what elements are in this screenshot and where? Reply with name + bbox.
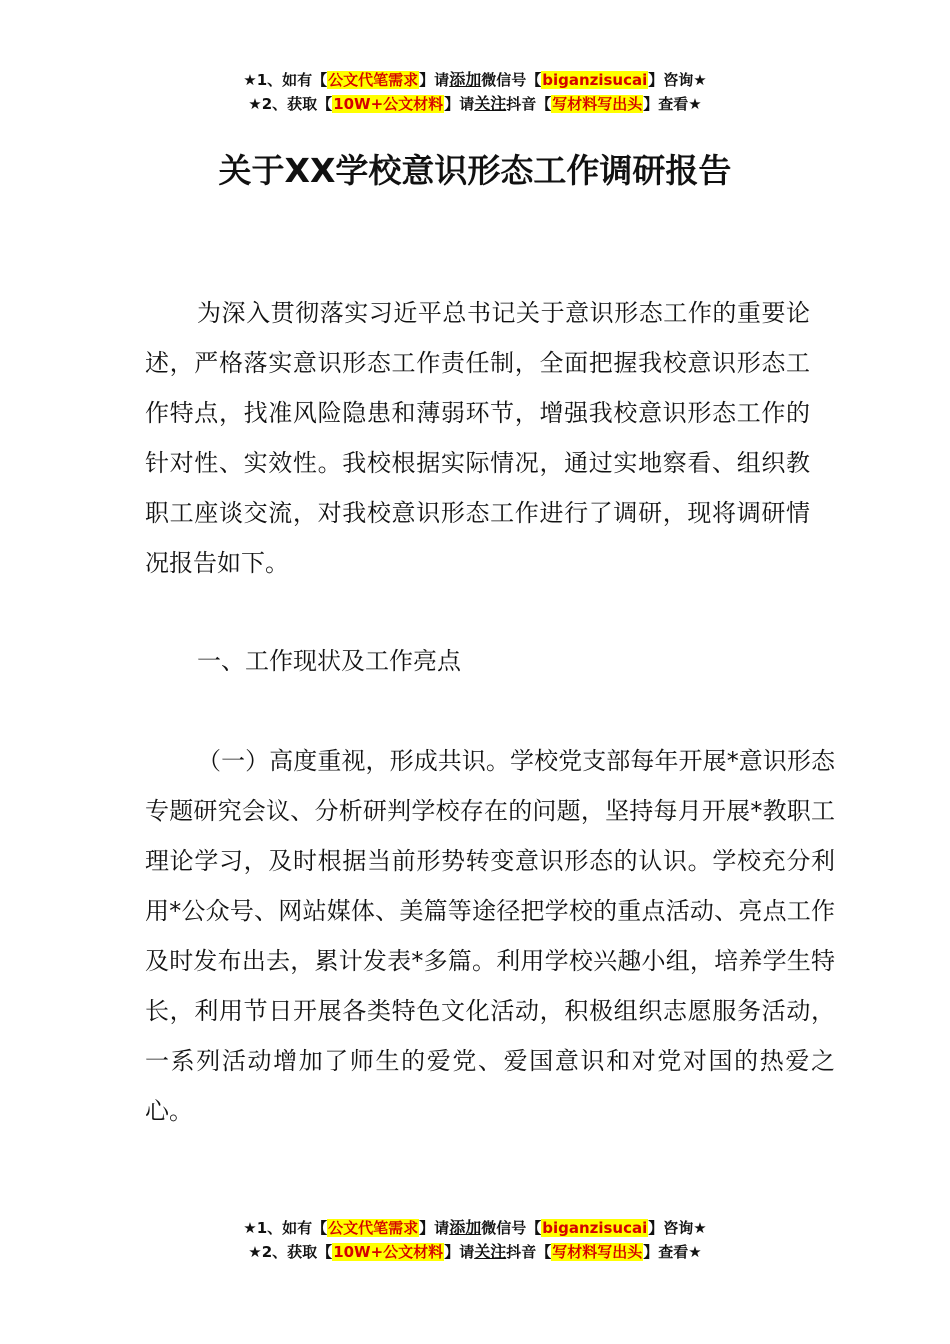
footer-banner xyxy=(0,1216,950,1264)
highlight-service: 公文代笔需求 xyxy=(328,1219,419,1237)
section-heading: 一、工作现状及工作亮点 xyxy=(197,647,461,675)
header-banner xyxy=(0,68,950,116)
document-title: 关于XX学校意识形态工作调研报告 xyxy=(218,151,732,190)
banner-line-1: ★1、如有【公文代笔需求】请添加微信号【biganzisucai】咨询★ xyxy=(243,1218,707,1237)
banner-line-2: ★2、获取【10W+公文材料】请关注抖音【写材料写出头】查看★ xyxy=(248,94,702,113)
highlight-wechat-id: biganzisucai xyxy=(542,1219,648,1237)
section-paragraph: （一）高度重视，形成共识。学校党支部每年开展*意识形态专题研究会议、分析研判学校存在的问题，坚持每月开展*教职工理论学习，及时根据当前形势转变意识形态的认识。学校充分利用*公众号、网站媒体、美篇等途径把学校的重点活动、亮点工作及时发布出去，累计发表*多篇。利用学校兴趣小组，培养学生特长，利用节日开展各类特色文化活动，积极组织志愿服务活动，一系列活动增加了师生的爱党、爱国意识和对党对国的热爱之心。 xyxy=(145,747,835,1125)
highlight-service: 公文代笔需求 xyxy=(328,71,419,89)
highlight-douyin-id: 写材料写出头 xyxy=(552,95,643,113)
highlight-materials: 10W+公文材料 xyxy=(333,95,444,113)
intro-paragraph: 为深入贯彻落实习近平总书记关于意识形态工作的重要论述，严格落实意识形态工作责任制，全面把握我校意识形态工作特点，找准风险隐患和薄弱环节，增强我校意识形态工作的针对性、实效性。我校根据实际情况，通过实地察看、组织教职工座谈交流，对我校意识形态工作进行了调研，现将调研情况报告如下。 xyxy=(145,299,810,577)
banner-line-2: ★2、获取【10W+公文材料】请关注抖音【写材料写出头】查看★ xyxy=(248,1242,702,1261)
highlight-douyin-id: 写材料写出头 xyxy=(552,1243,643,1261)
highlight-wechat-id: biganzisucai xyxy=(542,71,648,89)
highlight-materials: 10W+公文材料 xyxy=(333,1243,444,1261)
banner-line-1: ★1、如有【公文代笔需求】请添加微信号【biganzisucai】咨询★ xyxy=(243,70,707,89)
